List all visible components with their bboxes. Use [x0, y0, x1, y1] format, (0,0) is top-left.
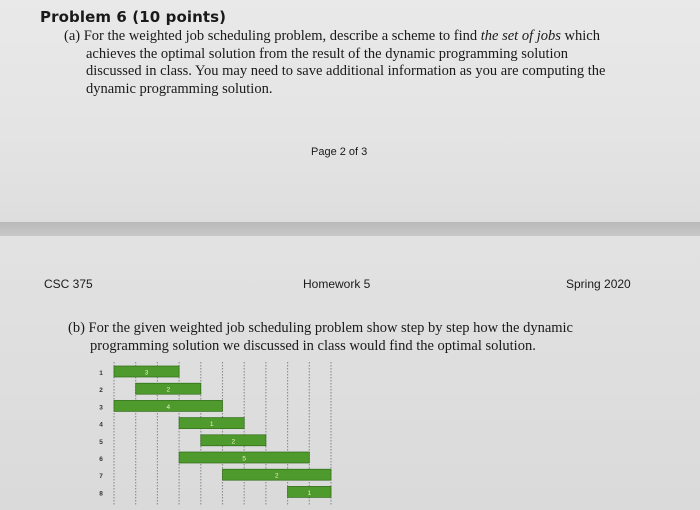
part-a-line-2: achieves the optimal solution from the result of the dynamic programming solution: [86, 45, 569, 62]
job-row-label: 6: [99, 456, 103, 463]
job-row-label: 5: [99, 438, 103, 446]
header-term: Spring 2020: [566, 277, 631, 291]
job-weight-label: 5: [242, 455, 247, 463]
job-weight-label: 1: [307, 489, 312, 497]
job-weight-label: 4: [166, 403, 171, 411]
part-a-line-3: discussed in class. You may need to save additional information as you are computing the: [86, 63, 606, 79]
problem-title: Problem 6 (10 points): [40, 8, 227, 26]
job-weight-label: 2: [274, 472, 279, 480]
part-b-line-2: programming solution we discussed in class would find the optimal solution.: [90, 337, 536, 354]
page-number: Page 2 of 3: [311, 146, 368, 158]
job-weight-label: 2: [231, 438, 236, 446]
job-row-label: 7: [99, 473, 103, 481]
job-row-label: 2: [99, 387, 103, 395]
part-a-line-4: dynamic programming solution.: [86, 80, 273, 97]
job-row-label: 1: [99, 370, 103, 377]
part-a-line-1: (a) For the weighted job scheduling problem, describe a scheme to find the set of jobs which: [64, 28, 600, 44]
header-assignment: Homework 5: [303, 277, 371, 291]
job-weight-label: 2: [166, 386, 171, 394]
job-row-label: 4: [99, 421, 103, 429]
header-course: CSC 375: [44, 277, 93, 291]
job-weight-label: 1: [209, 421, 214, 429]
job-row-label: 3: [99, 404, 103, 412]
part-b-line-1: (b) For the given weighted job scheduling problem show step by step how the dynamic: [68, 320, 573, 336]
job-weight-label: 3: [144, 369, 149, 377]
job-row-label: 8: [99, 490, 103, 498]
